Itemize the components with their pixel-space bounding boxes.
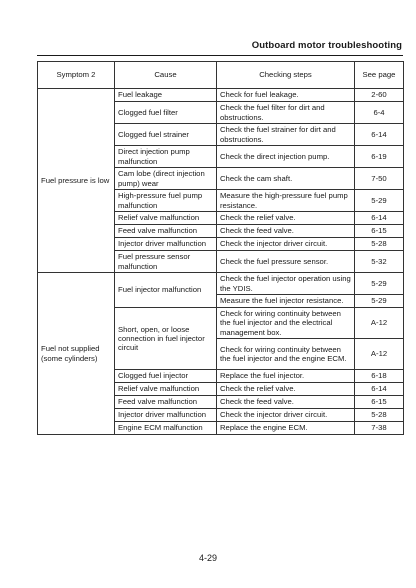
cause-cell: Fuel injector malfunction xyxy=(115,273,217,308)
step-cell: Check the injector driver circuit. xyxy=(217,238,355,251)
page-ref-cell: 5-29 xyxy=(355,295,404,308)
page-ref-cell: 7-38 xyxy=(355,422,404,435)
page-header-title: Outboard motor troubleshooting xyxy=(251,40,402,51)
page-ref-cell: 5-32 xyxy=(355,251,404,273)
cause-cell: Short, open, or loose connection in fuel injector circuit xyxy=(115,308,217,370)
step-cell: Check the fuel injector operation using the YDIS. xyxy=(217,273,355,295)
cause-cell: Direct injection pump malfunction xyxy=(115,146,217,168)
cause-cell: Feed valve malfunction xyxy=(115,225,217,238)
step-cell: Check the injector driver circuit. xyxy=(217,409,355,422)
step-cell: Check the relief valve. xyxy=(217,383,355,396)
cause-cell: Clogged fuel filter xyxy=(115,102,217,124)
symptom-cell: Fuel pressure is low xyxy=(38,89,115,273)
step-cell: Measure the fuel injector resistance. xyxy=(217,295,355,308)
page-ref-cell: 6-14 xyxy=(355,383,404,396)
step-cell: Check for fuel leakage. xyxy=(217,89,355,102)
page-ref-cell: 2-60 xyxy=(355,89,404,102)
cause-cell: Fuel leakage xyxy=(115,89,217,102)
page-ref-cell: 6-14 xyxy=(355,212,404,225)
cause-cell: High-pressure fuel pump malfunction xyxy=(115,190,217,212)
step-cell: Check the feed valve. xyxy=(217,396,355,409)
step-cell: Check for wiring continuity between the fuel injector and the electrical management box. xyxy=(217,308,355,339)
step-cell: Check the fuel filter for dirt and obstructions. xyxy=(217,102,355,124)
troubleshooting-table xyxy=(37,61,404,435)
step-cell: Check the cam shaft. xyxy=(217,168,355,190)
cause-cell: Clogged fuel injector xyxy=(115,370,217,383)
table-header-row xyxy=(38,62,404,89)
page-ref-cell: 7-50 xyxy=(355,168,404,190)
col-header-symptom: Symptom 2 xyxy=(38,62,115,89)
cause-cell: Relief valve malfunction xyxy=(115,383,217,396)
cause-cell: Fuel pressure sensor malfunction xyxy=(115,251,217,273)
page-ref-cell: 5-29 xyxy=(355,190,404,212)
page-number: 4-29 xyxy=(198,553,217,563)
table-row xyxy=(38,273,404,295)
cause-cell: Clogged fuel strainer xyxy=(115,124,217,146)
step-cell: Check the fuel pressure sensor. xyxy=(217,251,355,273)
col-header-see-page: See page xyxy=(355,62,404,89)
cause-cell: Engine ECM malfunction xyxy=(115,422,217,435)
table-row xyxy=(38,89,404,102)
step-cell: Measure the high-pressure fuel pump resistance. xyxy=(217,190,355,212)
step-cell: Check the direct injection pump. xyxy=(217,146,355,168)
cause-cell: Relief valve malfunction xyxy=(115,212,217,225)
page-ref-cell: 6-19 xyxy=(355,146,404,168)
cause-cell: Injector driver malfunction xyxy=(115,238,217,251)
page-ref-cell: 5-29 xyxy=(355,273,404,295)
page-ref-cell: 6-4 xyxy=(355,102,404,124)
cause-cell: Injector driver malfunction xyxy=(115,409,217,422)
page-ref-cell: 5-28 xyxy=(355,238,404,251)
page-ref-cell: A-12 xyxy=(355,339,404,370)
page-ref-cell: 5-28 xyxy=(355,409,404,422)
step-cell: Replace the engine ECM. xyxy=(217,422,355,435)
step-cell: Replace the fuel injector. xyxy=(217,370,355,383)
header-rule xyxy=(37,55,403,56)
col-header-cause: Cause xyxy=(115,62,217,89)
page-ref-cell: 6-15 xyxy=(355,225,404,238)
step-cell: Check the relief valve. xyxy=(217,212,355,225)
page-ref-cell: 6-14 xyxy=(355,124,404,146)
step-cell: Check the feed valve. xyxy=(217,225,355,238)
step-cell: Check the fuel strainer for dirt and obstructions. xyxy=(217,124,355,146)
step-cell: Check for wiring continuity between the fuel injector and the engine ECM. xyxy=(217,339,355,370)
cause-cell: Cam lobe (direct injection pump) wear xyxy=(115,168,217,190)
symptom-cell: Fuel not supplied (some cylinders) xyxy=(38,273,115,435)
col-header-checking-steps: Checking steps xyxy=(217,62,355,89)
page-ref-cell: A-12 xyxy=(355,308,404,339)
cause-cell: Feed valve malfunction xyxy=(115,396,217,409)
page-ref-cell: 6-18 xyxy=(355,370,404,383)
page-ref-cell: 6-15 xyxy=(355,396,404,409)
